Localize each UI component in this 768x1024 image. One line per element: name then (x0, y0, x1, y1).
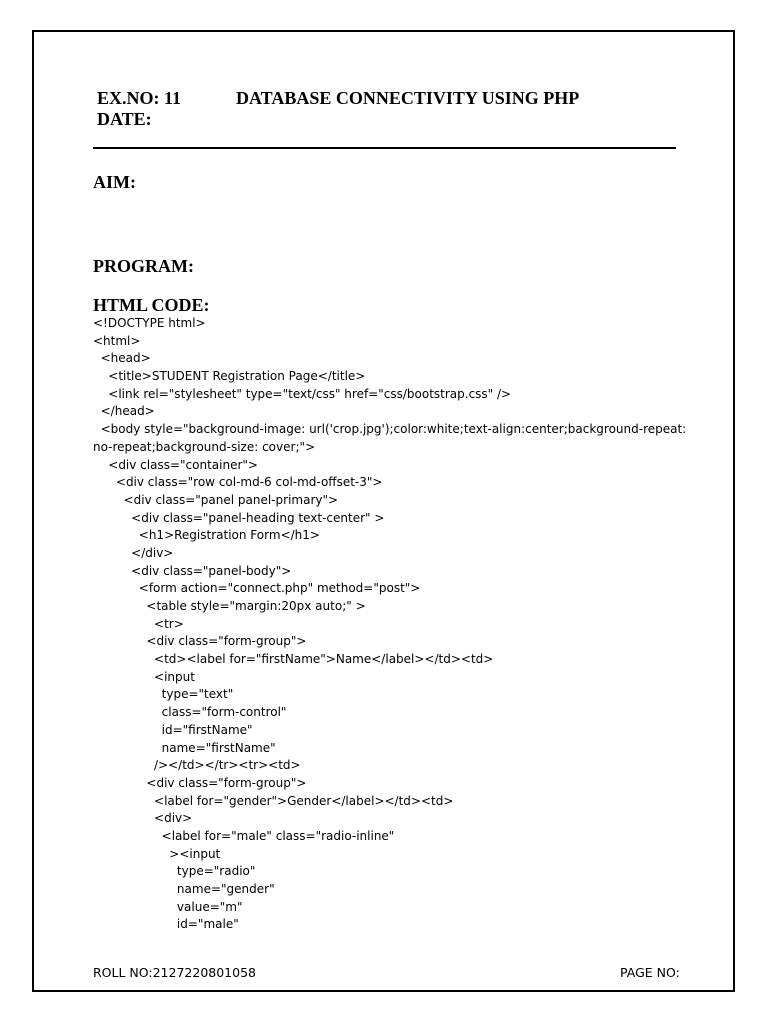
code-block (93, 315, 687, 934)
code-line: value="m" (93, 899, 243, 914)
code-line: <html> (93, 333, 141, 348)
code-line: <table style="margin:20px auto;" > (93, 599, 366, 613)
code-line: <title>STUDENT Registration Page</title> (93, 369, 366, 384)
code-line: <div class="form-group"> (93, 634, 307, 649)
code-line: <head> (93, 351, 151, 366)
code-line: type="text" (93, 687, 234, 702)
code-line: <body style="background-image: url('crop.jpg');color:white;text-align:center;background-repeat: (93, 422, 687, 437)
code-line: name="firstName" (93, 740, 276, 755)
code-line: <link rel="stylesheet" type="text/css" href="css/bootstrap.css" /> (93, 386, 512, 401)
exercise-number: EX.NO: 11 (97, 88, 182, 108)
code-line: no-repeat;background-size: cover;"> (93, 439, 316, 454)
date-label: DATE: (97, 109, 152, 129)
code-line: <label for="male" class="radio-inline" (93, 828, 395, 843)
code-line: ><input (93, 846, 221, 861)
page-number-label: PAGE NO: (620, 965, 680, 980)
code-line: class="form-control" (93, 705, 287, 720)
code-line: <h1>Registration Form</h1> (93, 528, 320, 543)
code-line: <div class="panel-heading text-center" > (93, 510, 385, 525)
html-code-heading: HTML CODE: (93, 295, 210, 315)
code-line: type="radio" (93, 864, 256, 879)
code-line: <div class="panel-body"> (93, 563, 292, 578)
code-line: /></td></tr><tr><td> (93, 758, 301, 773)
code-line: <td><label for="firstName">Name</label></td><td> (93, 652, 494, 667)
code-line: <!DOCTYPE html> (93, 316, 206, 330)
code-line: <div class="row col-md-6 col-md-offset-3"> (93, 475, 383, 490)
code-line: <input (93, 669, 195, 684)
code-line: id="firstName" (93, 722, 253, 737)
code-line: <form action="connect.php" method="post"> (93, 581, 421, 596)
code-line: <div class="container"> (93, 457, 258, 472)
exercise-title: DATABASE CONNECTIVITY USING PHP (236, 88, 580, 108)
code-line: <div> (93, 811, 193, 826)
aim-heading: AIM: (93, 172, 136, 192)
program-heading: PROGRAM: (93, 256, 194, 276)
roll-number: ROLL NO:2127220801058 (93, 965, 256, 980)
code-line: <div class="form-group"> (93, 775, 307, 790)
code-line: name="gender" (93, 882, 275, 896)
code-line: </head> (93, 404, 155, 419)
code-line: <tr> (93, 616, 184, 631)
code-line: id="male" (93, 917, 239, 932)
code-line: <div class="panel panel-primary"> (93, 492, 339, 507)
code-line: <label for="gender">Gender</label></td><td> (93, 793, 454, 808)
code-line: </div> (93, 545, 174, 560)
header-rule (93, 147, 676, 149)
